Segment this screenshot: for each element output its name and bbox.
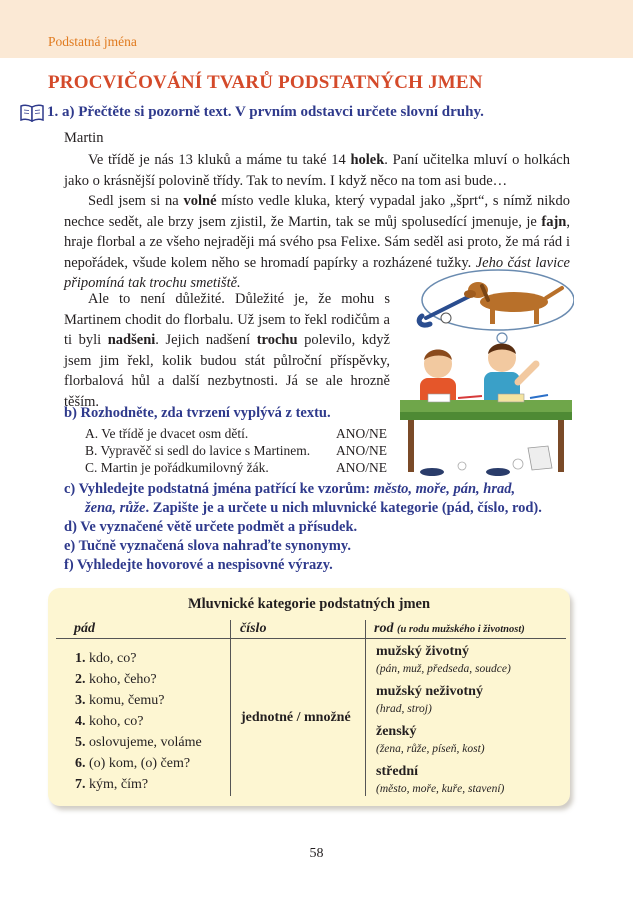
number-value: jednotné / množné	[241, 710, 351, 725]
gender-name: ženský	[376, 724, 417, 739]
page-title: PROCVIČOVÁNÍ TVARŮ PODSTATNÝCH JMEN	[48, 72, 483, 93]
column-divider	[365, 620, 366, 796]
case-row: 5. oslovujeme, voláme	[75, 735, 202, 750]
boys-at-desk-illustration	[398, 268, 574, 480]
statement-row: B. Vypravěč si sedl do lavice s Martinem. ANO/NE	[85, 443, 387, 458]
gender-examples: (město, moře, kuře, stavení)	[376, 783, 505, 795]
gender-name: střední	[376, 764, 418, 779]
case-row: 2. koho, čeho?	[75, 672, 157, 687]
task-1-part-f: f) Vyhledejte hovorové a nespisovné výrazy.	[64, 557, 333, 573]
story-title: Martin	[64, 130, 104, 146]
case-row: 4. koho, co?	[75, 714, 144, 729]
case-row: 6. (o) kom, (o) čem?	[75, 756, 191, 771]
task-1-part-c: c) Vyhledejte podstatná jména patřící ke vzorům: město, moře, pán, hrad,	[64, 481, 516, 497]
task-1-part-d: d) Ve vyznačené větě určete podmět a přísudek.	[64, 519, 358, 535]
paragraph-1: Ve třídě je nás 13 kluků a máme tu také 14 holek. Paní učitelka mluví o holkách jako o krásnější polovině třídy. Tak to nevím. I když něco na tom asi bude…	[64, 152, 570, 189]
task-1-part-c-continued: žena, růže. Zapište je a určete u nich mluvnické kategorie (pád, číslo, rod).	[85, 500, 542, 516]
table-header-row	[56, 618, 566, 639]
gender-examples: (žena, růže, píseň, kost)	[376, 743, 485, 755]
paragraph-2: Sedl jsem si na volné místo vedle kluka, který vypadal jako „šprt“, s nímž nikdo nechce sedět, ale brzy jsem zjistil, že Martin, tak se můj spolusedící jmenuje, je fajn, hraje florbal a ze všeho nejraději má svého psa Felixe. Sám seděl asi proto, že má rád i nepořádek, všude kolem něho se hromadí papírky a rozházené tužky. Jeho část lavice připomíná tak trochu smetiště.	[64, 193, 570, 291]
task-1-part-e: e) Tučně vyznačená slova nahraďte synonymy.	[64, 538, 351, 554]
task-1-part-b: b) Rozhodněte, zda tvrzení vyplývá z textu.	[64, 405, 331, 421]
gender-examples: (hrad, stroj)	[376, 703, 432, 715]
open-book-icon	[19, 104, 45, 122]
gender-examples: (pán, muž, předseda, soudce)	[376, 663, 511, 675]
task-a-text: a) Přečtěte si pozorně text. V prvním odstavci určete slovní druhy.	[62, 104, 484, 120]
col-header-number: číslo	[240, 621, 267, 636]
gender-name: mužský životný	[376, 644, 469, 659]
task-1-part-a	[47, 104, 484, 121]
statement-row: A. Ve třídě je dvacet osm dětí. ANO/NE	[85, 426, 387, 441]
case-row: 7. kým, čím?	[75, 777, 149, 792]
grammar-categories-table	[48, 588, 570, 806]
col-header-case: pád	[74, 621, 95, 636]
paragraph-3: Ale to není důležité. Důležité je, že mohu s Martinem chodit do florbalu. Už jsem to řekl rodičům a ti byli nadšeni. Jejich nadšení trochu polevilo, když jsem jim řekl, kolik budou stát půlroční příspěvky, florbalová hůl a další nezbytnosti. Já se ale hrozně těším.	[64, 291, 390, 410]
case-row: 3. komu, čemu?	[75, 693, 165, 708]
gender-name: mužský neživotný	[376, 684, 483, 699]
task-number: 1.	[47, 104, 59, 120]
column-divider	[230, 620, 231, 796]
case-row: 1. kdo, co?	[75, 651, 137, 666]
table-title: Mluvnické kategorie podstatných jmen	[187, 596, 431, 612]
col-header-gender: rod (u rodu mužského i životnost)	[374, 621, 525, 636]
section-header: Podstatná jména	[48, 34, 137, 49]
page-number: 58	[309, 846, 324, 861]
statement-row: C. Martin je pořádkumilovný žák. ANO/NE	[85, 460, 387, 475]
highlighted-sentence: Jeho část lavice připomíná tak trochu smetiště.	[64, 254, 570, 291]
